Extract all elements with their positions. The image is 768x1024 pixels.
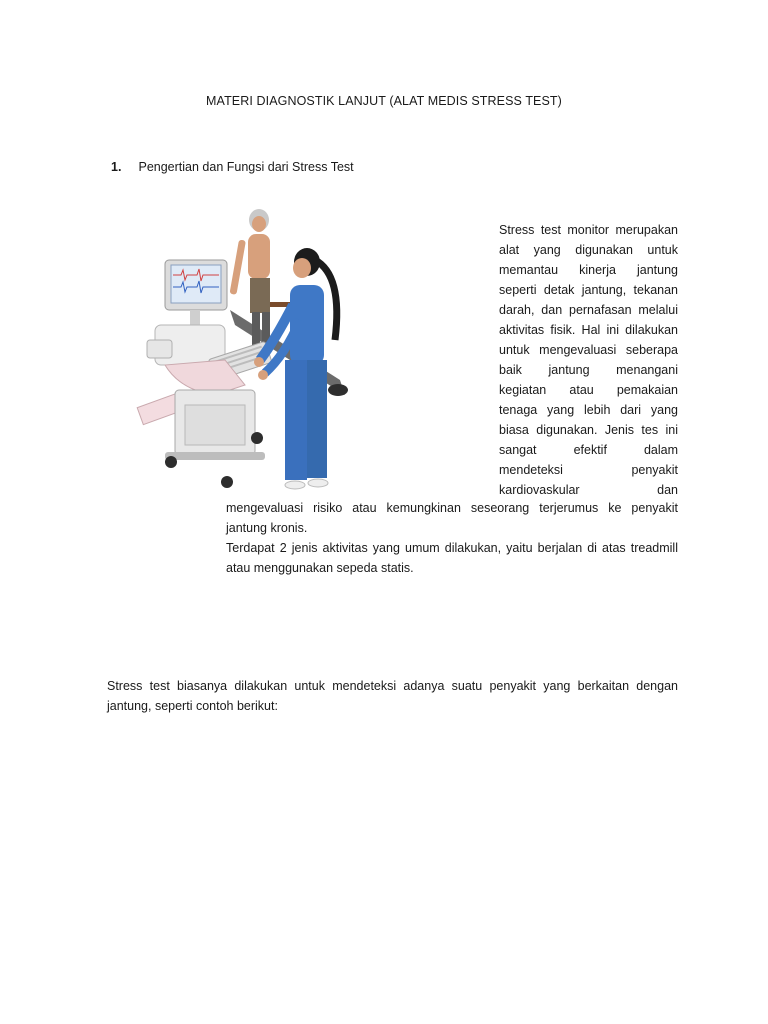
side-line: biasa digunakan. Jenis tes ini [499,423,678,437]
side-line: baik jantung menangani [499,363,678,377]
side-line: mendeteksi penyakit [499,463,678,477]
side-line: kardiovaskular dan [499,483,678,497]
side-line: sangat efektif dalam [499,443,678,457]
side-line: darah, dan pernafasan melalui [499,303,678,317]
bottom-paragraph [107,676,678,716]
side-line: kegiatan atau pemakaian [499,383,678,397]
side-line: alat yang digunakan untuk [499,243,678,257]
document-title: MATERI DIAGNOSTIK LANJUT (ALAT MEDIS STRESS TEST) [206,94,562,108]
side-line: Stress test monitor merupakan [499,223,678,237]
paragraph-line: jantung kronis. [226,521,308,535]
stress-test-illustration [135,190,353,495]
section-heading [111,160,354,174]
stress-test-photo [135,190,353,495]
side-line: untuk mengevaluasi seberapa [499,343,678,357]
side-line: memantau kinerja jantung [499,263,678,277]
paragraph-line: jantung, seperti contoh berikut: [107,699,278,713]
section-number: 1. [111,160,122,174]
paragraph-line: mengevaluasi risiko atau kemungkinan seseorang terjerumus ke penyakit [226,501,678,515]
side-paragraph [499,220,678,500]
continuation-paragraph [226,498,678,578]
patient-figure [229,209,270,360]
paragraph-line: atau menggunakan sepeda statis. [226,561,414,575]
side-line: tenaga yang lebih dari yang [499,403,678,417]
side-line: aktivitas fisik. Hal ini dilakukan [499,323,678,337]
side-line: seperti detak jantung, tekanan [499,283,678,297]
paragraph-line: Terdapat 2 jenis aktivitas yang umum dilakukan, yaitu berjalan di atas treadmill [226,541,678,555]
paragraph-line: Stress test biasanya dilakukan untuk mendeteksi adanya suatu penyakit yang berkaitan dengan [107,679,678,693]
section-heading-text: Pengertian dan Fungsi dari Stress Test [138,160,354,174]
